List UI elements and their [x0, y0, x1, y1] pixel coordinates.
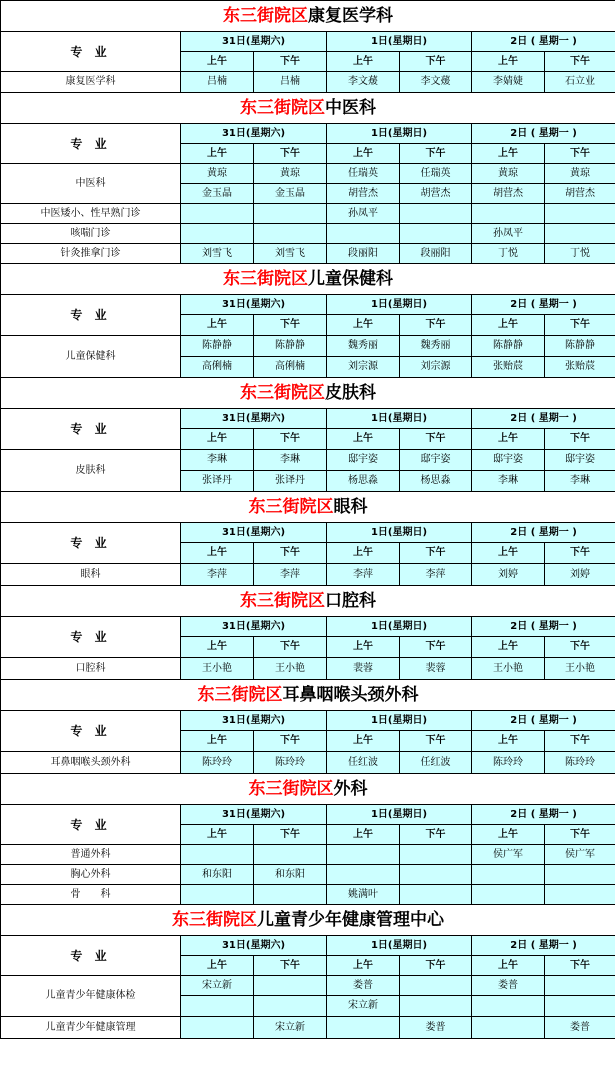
doctor-cell: 陈静静	[254, 336, 327, 357]
am-header: 上午	[181, 731, 254, 752]
doctor-cell	[472, 1017, 545, 1039]
doctor-cell: 任瑞英	[400, 164, 472, 184]
doctor-cell: 陈玲玲	[545, 752, 615, 774]
pm-header: 下午	[545, 315, 615, 336]
doctor-cell: 黄琼	[545, 164, 615, 184]
table-row	[1, 244, 615, 264]
doctor-cell: 刘婷	[472, 564, 545, 586]
pm-header: 下午	[545, 429, 615, 450]
doctor-cell: 宋立新	[181, 976, 254, 996]
doctor-cell: 和东阳	[181, 865, 254, 885]
doctor-cell: 陈玲玲	[472, 752, 545, 774]
specialty-label: 儿童青少年健康体检	[1, 976, 181, 1017]
day-header: 31日(星期六)	[181, 711, 327, 731]
day-header: 2日 ( 星期一 )	[472, 295, 615, 315]
doctor-cell: 李琳	[545, 471, 615, 492]
doctor-cell: 邸宇姿	[400, 450, 472, 471]
pm-header: 下午	[400, 52, 472, 72]
doctor-cell: 高俐楠	[181, 357, 254, 378]
table-row	[1, 885, 615, 905]
doctor-cell	[400, 224, 472, 244]
specialty-header: 专 业	[1, 523, 181, 564]
pm-header: 下午	[545, 956, 615, 976]
doctor-cell: 胡营杰	[327, 184, 400, 204]
doctor-cell: 吕楠	[254, 72, 327, 93]
doctor-cell	[181, 204, 254, 224]
table-row	[1, 564, 615, 586]
doctor-cell	[181, 996, 254, 1017]
day-header-row	[1, 617, 615, 637]
doctor-cell	[254, 976, 327, 996]
doctor-cell: 邸宇姿	[472, 450, 545, 471]
section-title-row	[1, 586, 615, 617]
department-name: 外科	[333, 779, 368, 799]
table-row	[1, 336, 615, 357]
doctor-cell	[254, 204, 327, 224]
doctor-cell: 魏秀丽	[327, 336, 400, 357]
table-row	[1, 976, 615, 996]
hospital-name: 东三街院区	[240, 98, 326, 118]
section-title	[1, 93, 615, 124]
table-row	[1, 72, 615, 93]
day-header-row	[1, 295, 615, 315]
doctor-cell: 裴蓉	[327, 658, 400, 680]
am-header: 上午	[327, 52, 400, 72]
section-title-row	[1, 492, 615, 523]
doctor-cell: 邸宇姿	[327, 450, 400, 471]
day-header: 1日(星期日)	[327, 805, 472, 825]
am-header: 上午	[181, 956, 254, 976]
pm-header: 下午	[254, 956, 327, 976]
day-header: 2日 ( 星期一 )	[472, 409, 615, 429]
doctor-cell: 段丽阳	[327, 244, 400, 264]
pm-header: 下午	[545, 52, 615, 72]
section-title-row	[1, 93, 615, 124]
section-title	[1, 492, 615, 523]
doctor-cell	[545, 976, 615, 996]
table-row	[1, 845, 615, 865]
department-name: 中医科	[325, 98, 377, 118]
day-header: 31日(星期六)	[181, 124, 327, 144]
am-header: 上午	[327, 315, 400, 336]
pm-header: 下午	[400, 315, 472, 336]
doctor-cell: 李萍	[327, 564, 400, 586]
pm-header: 下午	[400, 429, 472, 450]
section-title	[1, 905, 615, 936]
doctor-cell: 刘雪飞	[181, 244, 254, 264]
doctor-cell	[545, 224, 615, 244]
specialty-header: 专 业	[1, 409, 181, 450]
am-header: 上午	[181, 144, 254, 164]
doctor-cell: 姚满叶	[327, 885, 400, 905]
specialty-label: 口腔科	[1, 658, 181, 680]
day-header: 2日 ( 星期一 )	[472, 32, 615, 52]
section-title	[1, 378, 615, 409]
specialty-header: 专 业	[1, 936, 181, 976]
doctor-cell	[472, 204, 545, 224]
specialty-label: 针灸推拿门诊	[1, 244, 181, 264]
day-header: 31日(星期六)	[181, 617, 327, 637]
doctor-cell: 娄普	[472, 976, 545, 996]
am-header: 上午	[327, 429, 400, 450]
doctor-cell: 刘宗源	[400, 357, 472, 378]
specialty-label: 眼科	[1, 564, 181, 586]
am-header: 上午	[181, 637, 254, 658]
specialty-label: 耳鼻咽喉头颈外科	[1, 752, 181, 774]
department-name: 口腔科	[325, 591, 377, 611]
doctor-cell	[400, 865, 472, 885]
specialty-header: 专 业	[1, 711, 181, 752]
doctor-cell: 侯广军	[545, 845, 615, 865]
pm-header: 下午	[254, 315, 327, 336]
doctor-cell: 陈静静	[181, 336, 254, 357]
doctor-cell: 孙凤平	[327, 204, 400, 224]
doctor-cell: 胡营杰	[472, 184, 545, 204]
section-title-row	[1, 1, 615, 32]
day-header: 31日(星期六)	[181, 805, 327, 825]
specialty-header: 专 业	[1, 124, 181, 164]
doctor-cell: 李文蕿	[327, 72, 400, 93]
doctor-cell: 邸宇姿	[545, 450, 615, 471]
doctor-cell	[472, 885, 545, 905]
pm-header: 下午	[545, 731, 615, 752]
doctor-cell: 段丽阳	[400, 244, 472, 264]
pm-header: 下午	[400, 956, 472, 976]
day-header: 31日(星期六)	[181, 32, 327, 52]
table-row	[1, 865, 615, 885]
pm-header: 下午	[254, 144, 327, 164]
pm-header: 下午	[254, 543, 327, 564]
doctor-cell	[327, 224, 400, 244]
doctor-cell	[327, 865, 400, 885]
doctor-cell: 张贻莀	[472, 357, 545, 378]
doctor-cell: 丁悦	[545, 244, 615, 264]
doctor-cell	[181, 885, 254, 905]
doctor-cell: 任瑞英	[327, 164, 400, 184]
specialty-header: 专 业	[1, 32, 181, 72]
day-header-row	[1, 32, 615, 52]
hospital-name: 东三街院区	[240, 591, 326, 611]
specialty-label: 中医科	[1, 164, 181, 204]
am-header: 上午	[472, 637, 545, 658]
table-row	[1, 164, 615, 184]
doctor-cell: 陈静静	[545, 336, 615, 357]
department-name: 儿童青少年健康管理中心	[257, 910, 445, 930]
doctor-cell: 宋立新	[327, 996, 400, 1017]
doctor-cell	[400, 885, 472, 905]
am-header: 上午	[472, 52, 545, 72]
specialty-header: 专 业	[1, 617, 181, 658]
table-row	[1, 1017, 615, 1039]
specialty-label: 咳喘门诊	[1, 224, 181, 244]
doctor-cell: 黄琼	[254, 164, 327, 184]
am-header: 上午	[181, 543, 254, 564]
day-header: 1日(星期日)	[327, 936, 472, 956]
doctor-cell	[400, 976, 472, 996]
doctor-cell: 刘宗源	[327, 357, 400, 378]
pm-header: 下午	[400, 731, 472, 752]
specialty-label: 皮肤科	[1, 450, 181, 492]
table-row	[1, 752, 615, 774]
department-name: 康复医学科	[308, 6, 394, 26]
table-row	[1, 450, 615, 471]
doctor-cell: 胡营杰	[400, 184, 472, 204]
day-header: 31日(星期六)	[181, 936, 327, 956]
pm-header: 下午	[254, 825, 327, 845]
specialty-label: 中医矮小、性早熟门诊	[1, 204, 181, 224]
doctor-cell: 任红波	[327, 752, 400, 774]
day-header-row	[1, 409, 615, 429]
doctor-cell	[472, 996, 545, 1017]
department-name: 耳鼻咽喉头颈外科	[282, 685, 419, 705]
section-title-row	[1, 774, 615, 805]
doctor-cell: 高俐楠	[254, 357, 327, 378]
pm-header: 下午	[254, 429, 327, 450]
specialty-label: 康复医学科	[1, 72, 181, 93]
section-title-row	[1, 264, 615, 295]
doctor-cell	[472, 865, 545, 885]
day-header: 1日(星期日)	[327, 409, 472, 429]
doctor-cell: 陈玲玲	[181, 752, 254, 774]
doctor-cell: 娄普	[400, 1017, 472, 1039]
day-header: 2日 ( 星期一 )	[472, 523, 615, 543]
table-row	[1, 658, 615, 680]
am-header: 上午	[181, 52, 254, 72]
doctor-cell: 娄普	[327, 976, 400, 996]
doctor-cell: 李萍	[181, 564, 254, 586]
doctor-cell: 张贻莀	[545, 357, 615, 378]
day-header: 1日(星期日)	[327, 32, 472, 52]
doctor-cell: 吕楠	[181, 72, 254, 93]
doctor-cell: 李琳	[181, 450, 254, 471]
doctor-cell: 丁悦	[472, 244, 545, 264]
table-row	[1, 204, 615, 224]
doctor-cell	[400, 996, 472, 1017]
hospital-name: 东三街院区	[240, 383, 326, 403]
am-header: 上午	[327, 825, 400, 845]
doctor-cell	[545, 865, 615, 885]
table-row	[1, 224, 615, 244]
day-header: 1日(星期日)	[327, 617, 472, 637]
doctor-cell: 刘婷	[545, 564, 615, 586]
specialty-header: 专 业	[1, 805, 181, 845]
doctor-cell: 王小艳	[254, 658, 327, 680]
doctor-cell: 金玉晶	[181, 184, 254, 204]
doctor-cell: 裴蓉	[400, 658, 472, 680]
am-header: 上午	[472, 731, 545, 752]
doctor-cell: 王小艳	[472, 658, 545, 680]
day-header: 2日 ( 星期一 )	[472, 711, 615, 731]
am-header: 上午	[181, 825, 254, 845]
hospital-name: 东三街院区	[197, 685, 283, 705]
doctor-cell: 陈静静	[472, 336, 545, 357]
doctor-cell: 魏秀丽	[400, 336, 472, 357]
day-header: 2日 ( 星期一 )	[472, 936, 615, 956]
doctor-cell: 张译丹	[181, 471, 254, 492]
doctor-cell: 黄琼	[472, 164, 545, 184]
am-header: 上午	[472, 429, 545, 450]
doctor-cell: 李琳	[472, 471, 545, 492]
doctor-cell	[181, 1017, 254, 1039]
day-header: 2日 ( 星期一 )	[472, 617, 615, 637]
doctor-cell: 王小艳	[181, 658, 254, 680]
doctor-cell	[254, 845, 327, 865]
doctor-cell: 李琳	[254, 450, 327, 471]
specialty-label: 儿童保健科	[1, 336, 181, 378]
doctor-cell	[327, 845, 400, 865]
doctor-cell: 任红波	[400, 752, 472, 774]
day-header: 1日(星期日)	[327, 711, 472, 731]
am-header: 上午	[327, 956, 400, 976]
doctor-cell: 李婧婕	[472, 72, 545, 93]
hospital-name: 东三街院区	[172, 910, 258, 930]
pm-header: 下午	[545, 825, 615, 845]
pm-header: 下午	[254, 731, 327, 752]
day-header: 2日 ( 星期一 )	[472, 124, 615, 144]
am-header: 上午	[472, 956, 545, 976]
am-header: 上午	[472, 315, 545, 336]
specialty-label: 胸心外科	[1, 865, 181, 885]
day-header: 31日(星期六)	[181, 295, 327, 315]
doctor-cell: 王小艳	[545, 658, 615, 680]
am-header: 上午	[472, 144, 545, 164]
department-name: 儿童保健科	[308, 269, 394, 289]
doctor-cell	[400, 845, 472, 865]
day-header: 1日(星期日)	[327, 295, 472, 315]
pm-header: 下午	[545, 144, 615, 164]
doctor-cell: 胡营杰	[545, 184, 615, 204]
department-name: 皮肤科	[325, 383, 377, 403]
hospital-name: 东三街院区	[223, 6, 309, 26]
doctor-cell: 杨思淼	[400, 471, 472, 492]
doctor-cell: 杨思淼	[327, 471, 400, 492]
section-title-row	[1, 378, 615, 409]
doctor-cell	[400, 204, 472, 224]
doctor-cell: 孙凤平	[472, 224, 545, 244]
pm-header: 下午	[400, 637, 472, 658]
doctor-cell	[254, 224, 327, 244]
am-header: 上午	[327, 144, 400, 164]
pm-header: 下午	[254, 52, 327, 72]
doctor-cell: 李文蕿	[400, 72, 472, 93]
hospital-name: 东三街院区	[248, 497, 334, 517]
pm-header: 下午	[545, 543, 615, 564]
pm-header: 下午	[254, 637, 327, 658]
specialty-label: 骨 科	[1, 885, 181, 905]
am-header: 上午	[181, 429, 254, 450]
day-header-row	[1, 805, 615, 825]
am-header: 上午	[327, 731, 400, 752]
doctor-cell: 金玉晶	[254, 184, 327, 204]
day-header-row	[1, 124, 615, 144]
doctor-cell	[545, 996, 615, 1017]
hospital-name: 东三街院区	[223, 269, 309, 289]
pm-header: 下午	[545, 637, 615, 658]
doctor-cell: 陈玲玲	[254, 752, 327, 774]
day-header-row	[1, 711, 615, 731]
am-header: 上午	[327, 637, 400, 658]
doctor-cell	[545, 204, 615, 224]
doctor-cell: 娄普	[545, 1017, 615, 1039]
doctor-cell: 宋立新	[254, 1017, 327, 1039]
day-header-row	[1, 936, 615, 956]
doctor-cell: 刘雪飞	[254, 244, 327, 264]
doctor-cell	[545, 885, 615, 905]
doctor-cell	[327, 1017, 400, 1039]
doctor-cell	[181, 845, 254, 865]
doctor-cell: 李萍	[254, 564, 327, 586]
pm-header: 下午	[400, 543, 472, 564]
doctor-cell: 黄琼	[181, 164, 254, 184]
section-title	[1, 774, 615, 805]
am-header: 上午	[472, 543, 545, 564]
day-header: 1日(星期日)	[327, 523, 472, 543]
doctor-cell: 和东阳	[254, 865, 327, 885]
section-title	[1, 264, 615, 295]
specialty-label: 普通外科	[1, 845, 181, 865]
doctor-cell	[254, 996, 327, 1017]
doctor-cell: 侯广军	[472, 845, 545, 865]
am-header: 上午	[327, 543, 400, 564]
doctor-cell: 石立业	[545, 72, 615, 93]
pm-header: 下午	[400, 825, 472, 845]
day-header: 2日 ( 星期一 )	[472, 805, 615, 825]
am-header: 上午	[472, 825, 545, 845]
doctor-cell: 张译丹	[254, 471, 327, 492]
department-name: 眼科	[333, 497, 368, 517]
section-title-row	[1, 680, 615, 711]
pm-header: 下午	[400, 144, 472, 164]
section-title	[1, 680, 615, 711]
am-header: 上午	[181, 315, 254, 336]
section-title	[1, 1, 615, 32]
day-header-row	[1, 523, 615, 543]
specialty-label: 儿童青少年健康管理	[1, 1017, 181, 1039]
section-title	[1, 586, 615, 617]
day-header: 31日(星期六)	[181, 523, 327, 543]
day-header: 31日(星期六)	[181, 409, 327, 429]
specialty-header: 专 业	[1, 295, 181, 336]
doctor-cell: 李萍	[400, 564, 472, 586]
doctor-cell	[181, 224, 254, 244]
section-title-row	[1, 905, 615, 936]
day-header: 1日(星期日)	[327, 124, 472, 144]
doctor-cell	[254, 885, 327, 905]
hospital-name: 东三街院区	[248, 779, 334, 799]
